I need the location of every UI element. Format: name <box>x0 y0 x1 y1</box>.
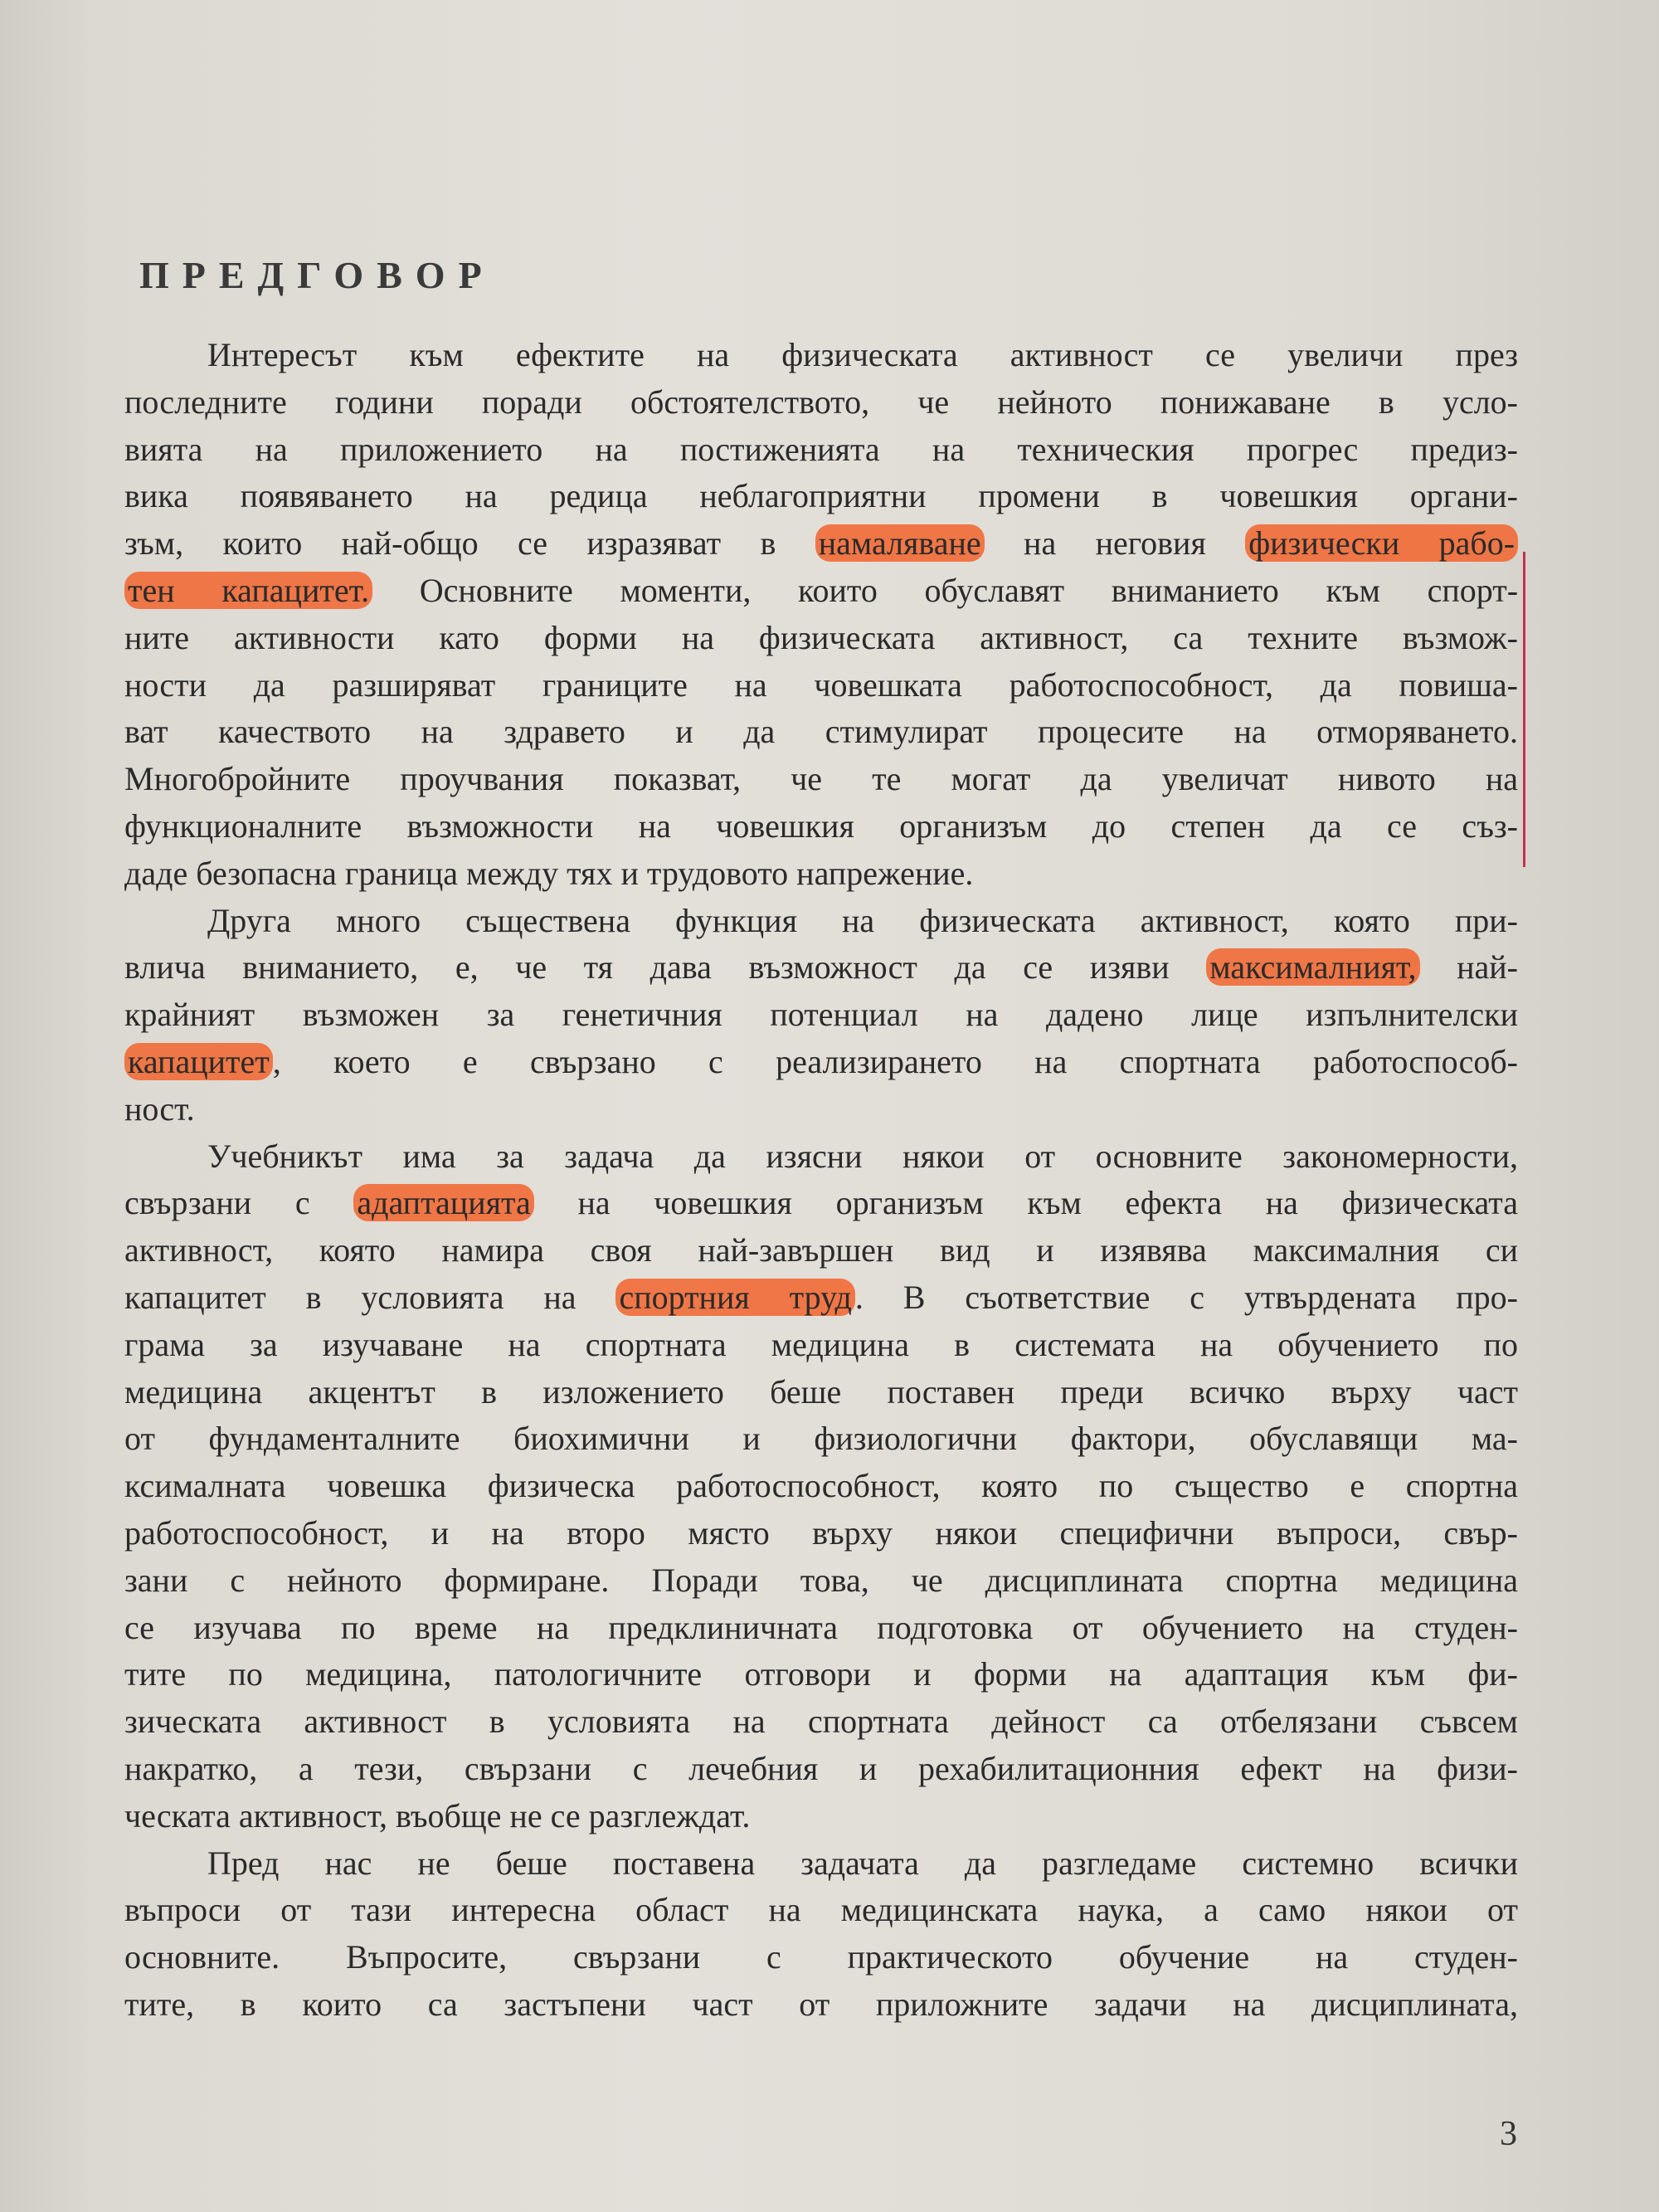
text-line: Учебникът има за задача да изясни някои от основните закономерности, <box>207 1137 1518 1175</box>
text-line: даде безопасна граница между тях и трудовото напрежение. <box>124 854 974 892</box>
text-line: въпроси от тази интересна област на медицинската наука, а само някои от <box>124 1891 1518 1929</box>
text-line <box>124 568 1518 615</box>
text-line: ните активности като форми на физическата активност, са техните възмож- <box>124 618 1518 656</box>
text-line: накратко, а тези, свързани с лечебния и рехабилитационния ефект на физи- <box>124 1749 1518 1787</box>
highlight-sportniya-trud: спортния труд <box>615 1279 854 1316</box>
highlight-maksimalniyat: максималният, <box>1206 948 1419 986</box>
text-line <box>124 1274 1518 1322</box>
text-line: основните. Въпросите, свързани с практическото обучение на студен- <box>124 1938 1518 1976</box>
highlight-namalyavane: намаляване <box>815 524 985 562</box>
text-line: ности да разширяват границите на човешката работоспособност, да повиша- <box>124 665 1518 704</box>
text-line: ност. <box>124 1089 195 1128</box>
text-line <box>124 1180 1518 1227</box>
text-line: вията на приложението на постиженията на техническия прогрес предиз- <box>124 430 1518 468</box>
text-line: активност, която намира своя най-завършен вид и изявява максималния си <box>124 1231 1518 1269</box>
text-line: последните години поради обстоятелството, че нейното понижаване в усло- <box>124 382 1518 421</box>
text-segment: зъм, които най-общо се изразяват в <box>124 524 815 563</box>
text-line <box>124 520 1518 568</box>
text-line: ват качеството на здравето и да стимулират процесите на отморяването. <box>124 713 1518 751</box>
text-line: грама за изучаване на спортната медицина в системата на обучението по <box>124 1325 1518 1363</box>
text-line <box>124 1039 1518 1086</box>
text-line: от фундаменталните биохимични и физиологични фактори, обуславящи ма- <box>124 1420 1518 1458</box>
paragraph-4 <box>124 1840 1518 2029</box>
text-segment: капацитет в условията на <box>124 1278 616 1316</box>
text-segment: Основните моменти, които обуславят вниманието към спорт- <box>372 571 1519 609</box>
paragraph-2 <box>124 898 1518 1133</box>
highlight-fizicheski-rabo: физически рабо- <box>1245 524 1518 562</box>
highlight-ten-kapacitet: тен капацитет. <box>124 572 372 609</box>
page-title: ПРЕДГОВОР <box>139 254 495 296</box>
text-line: се изучава по време на предклиничната подготовка от обучението на студен- <box>124 1608 1518 1646</box>
text-segment: , което е свързано с реализирането на спортната работоспособ- <box>272 1042 1518 1080</box>
paragraph-3 <box>124 1133 1518 1840</box>
text-line: Пред нас не беше поставена задачата да разгледаме системно всички <box>207 1844 1518 1882</box>
paragraph-1 <box>124 332 1518 898</box>
text-line: тите, в които са застъпени част от приложните задачи на дисциплината, <box>124 1985 1518 2023</box>
text-segment: на неговия <box>984 524 1246 563</box>
text-line: Друга много съществена функция на физическата активност, която при- <box>207 901 1518 939</box>
highlight-adaptaciyata: адаптацията <box>353 1184 533 1221</box>
page-number: 3 <box>1500 2115 1517 2153</box>
text-line: работоспособност, и на второ място върху някои специфични въпроси, свър- <box>124 1513 1518 1552</box>
text-segment: на човешкия организъм към ефекта на физическата <box>533 1184 1518 1222</box>
text-line: зани с нейното формиране. Поради това, че дисциплината спортна медицина <box>124 1561 1518 1599</box>
text-line <box>124 944 1518 992</box>
text-line: ческата активност, въобще не се разглеждат. <box>124 1796 751 1834</box>
text-line: зическата активност в условията на спортната дейност са отбелязани съвсем <box>124 1703 1518 1741</box>
text-line: вика появяването на редица неблагоприятни промени в човешкия органи- <box>124 477 1518 515</box>
text-line: тите по медицина, патологичните отговори и форми на адаптация към фи- <box>124 1655 1518 1693</box>
text-line: крайният възможен за генетичния потенциал на дадено лице изпълнителски <box>124 996 1518 1034</box>
margin-mark <box>1523 552 1525 867</box>
text-line: ксималната човешка физическа работоспособност, която по същество е спортна <box>124 1467 1518 1505</box>
text-segment: свързани с <box>124 1184 354 1222</box>
text-body <box>124 332 1518 2029</box>
text-line: функционалните възможности на човешкия организъм до степен да се съз- <box>124 806 1518 845</box>
highlight-kapacitet: капацитет <box>124 1043 273 1080</box>
text-line: медицина акцентът в изложението беше поставен преди всичко върху част <box>124 1372 1518 1411</box>
text-line: Интересът към ефектите на физическата активност се увеличи през <box>207 336 1518 373</box>
text-segment: най- <box>1419 948 1518 987</box>
text-line: Многобройните проучвания показват, че те могат да увеличат нивото на <box>124 760 1518 798</box>
text-segment: . В съответствие с утвърдената про- <box>854 1278 1519 1316</box>
text-segment: влича вниманието, е, че тя дава възможност да се изяви <box>124 948 1207 987</box>
